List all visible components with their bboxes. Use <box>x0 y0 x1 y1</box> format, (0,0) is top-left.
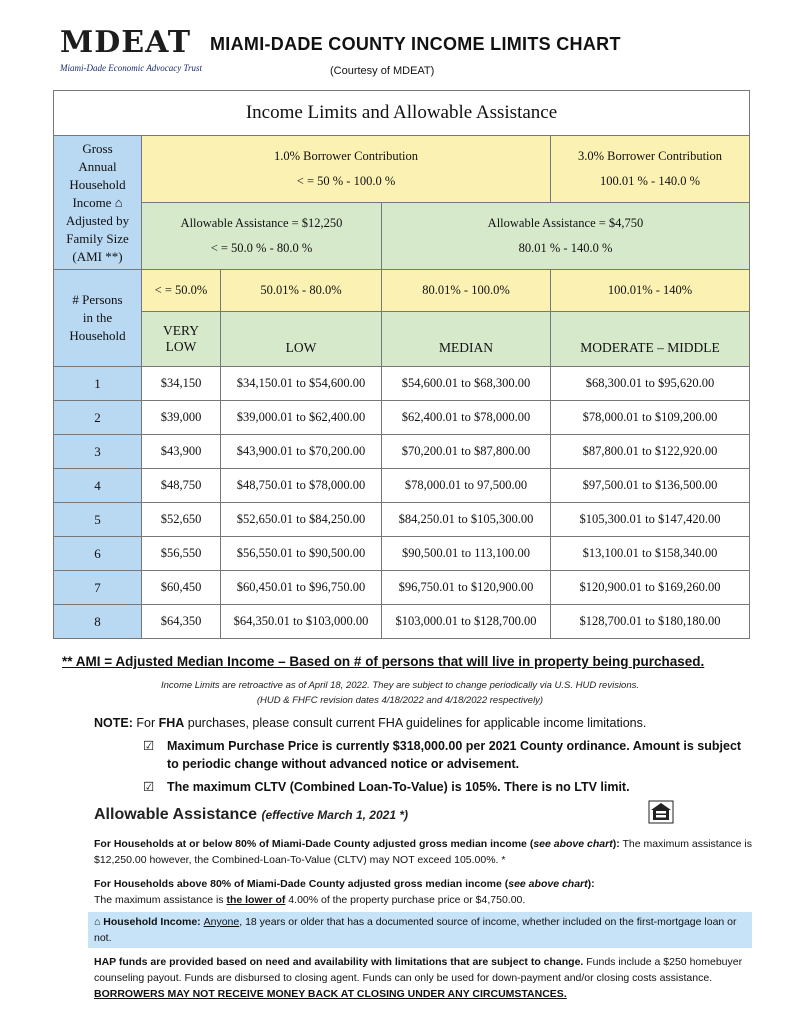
persons-count: 8 <box>54 605 142 639</box>
table-cell: $60,450 <box>142 571 221 605</box>
courtesy-note: (Courtesy of MDEAT) <box>330 65 435 77</box>
table-row <box>54 605 750 639</box>
table-cell: $34,150 <box>142 367 221 401</box>
checkbox-icon: ☑ <box>143 780 155 794</box>
table-cell: $90,500.01 to 113,100.00 <box>382 537 551 571</box>
table-row <box>54 367 750 401</box>
table-cell: $43,900 <box>142 435 221 469</box>
table-cell: $54,600.01 to $68,300.00 <box>382 367 551 401</box>
logo-wordmark: MDEAT <box>60 25 192 60</box>
table-cell: $84,250.01 to $105,300.00 <box>382 503 551 537</box>
band-category: MODERATE – MIDDLE <box>551 312 750 367</box>
persons-count: 4 <box>54 469 142 503</box>
table-cell: $97,500.01 to $136,500.00 <box>551 469 750 503</box>
hap-funds-note: HAP funds are provided based on need and availability with limitations that are subject to change. Funds include a $250 homebuyer counseling payout. Funds are disbursed to closing agent. Funds can only be used for down-payment and/or closing costs assistance. BORROWERS MAY NOT RECEIVE MONEY BACK AT CLOSING UNDER ANY CIRCUMSTANCES. <box>94 956 743 1000</box>
table-cell: $68,300.01 to $95,620.00 <box>551 367 750 401</box>
table-cell: $34,150.01 to $54,600.00 <box>221 367 382 401</box>
table-row <box>54 469 750 503</box>
table-cell: $52,650.01 to $84,250.00 <box>221 503 382 537</box>
persons-count: 1 <box>54 367 142 401</box>
table-row <box>54 571 750 605</box>
table-cell: $48,750.01 to $78,000.00 <box>221 469 382 503</box>
assistance-below-80: For Households at or below 80% of Miami-Dade County adjusted gross median income (see above chart): The maximum assistance is $12,250.00 however, the Combined-Loan-To-Value (CLTV) may NOT exceed 105.00%. * <box>94 838 752 866</box>
table-cell: $120,900.01 to $169,260.00 <box>551 571 750 605</box>
allowable-assistance-heading: Allowable Assistance (effective March 1, 2021 *) <box>94 806 409 823</box>
band-category: MEDIAN <box>382 312 551 367</box>
table-cell: $128,700.01 to $180,180.00 <box>551 605 750 639</box>
band-range: 80.01% - 100.0% <box>382 270 551 312</box>
house-icon: ⌂ <box>94 916 101 928</box>
persons-count: 7 <box>54 571 142 605</box>
income-adjusted-header: Gross Annual Household Income ⌂ Adjusted by Family Size (AMI **) <box>54 136 142 270</box>
table-cell: $56,550.01 to $90,500.00 <box>221 537 382 571</box>
table-cell: $105,300.01 to $147,420.00 <box>551 503 750 537</box>
table-cell: $78,000.01 to 97,500.00 <box>382 469 551 503</box>
fha-note: NOTE: For FHA purchases, please consult current FHA guidelines for applicable income limitations. <box>94 716 647 730</box>
persons-count: 2 <box>54 401 142 435</box>
table-cell: $39,000 <box>142 401 221 435</box>
table-caption: Income Limits and Allowable Assistance <box>54 91 750 136</box>
equal-housing-icon <box>648 800 674 824</box>
table-cell: $96,750.01 to $120,900.00 <box>382 571 551 605</box>
checkbox-icon: ☑ <box>143 739 155 753</box>
table-cell: $87,800.01 to $122,920.00 <box>551 435 750 469</box>
table-cell: $56,550 <box>142 537 221 571</box>
band-range: < = 50.0% <box>142 270 221 312</box>
table-cell: $43,900.01 to $70,200.00 <box>221 435 382 469</box>
persons-count: 5 <box>54 503 142 537</box>
table-cell: $52,650 <box>142 503 221 537</box>
contribution-1pct: 1.0% Borrower Contribution < = 50 % - 100.0 % <box>142 136 551 203</box>
band-range: 100.01% - 140% <box>551 270 750 312</box>
logo-subtitle: Miami-Dade Economic Advocacy Trust <box>60 63 203 73</box>
table-row <box>54 401 750 435</box>
table-cell: $48,750 <box>142 469 221 503</box>
ami-footnote: ** AMI = Adjusted Median Income – Based on # of persons that will live in property being purchased. <box>62 654 705 669</box>
assistance-4750: Allowable Assistance = $4,750 80.01 % - 140.0 % <box>382 203 750 270</box>
contribution-3pct: 3.0% Borrower Contribution 100.01 % - 140.0 % <box>551 136 750 203</box>
retroactive-note: Income Limits are retroactive as of April 18, 2022. They are subject to change periodically via U.S. HUD revisions. (HUD & FHFC revision dates 4/18/2022 and 4/18/2022 respectively) <box>160 680 640 706</box>
table-row <box>54 537 750 571</box>
band-category: LOW <box>221 312 382 367</box>
table-cell: $39,000.01 to $62,400.00 <box>221 401 382 435</box>
mdeat-logo <box>60 25 203 73</box>
household-income-definition: ⌂ Household Income: Anyone, 18 years or older that has a documented source of income, whether included on the first-mortgage loan or not. <box>94 916 737 944</box>
table-row <box>54 503 750 537</box>
table-cell: $13,100.01 to $158,340.00 <box>551 537 750 571</box>
table-cell: $62,400.01 to $78,000.00 <box>382 401 551 435</box>
band-range: 50.01% - 80.0% <box>221 270 382 312</box>
table-row <box>54 435 750 469</box>
persons-header: # Persons in the Household <box>54 270 142 367</box>
page-title: MIAMI-DADE COUNTY INCOME LIMITS CHART <box>210 34 621 54</box>
persons-count: 6 <box>54 537 142 571</box>
table-cell: $78,000.01 to $109,200.00 <box>551 401 750 435</box>
cltv-item: ☑ The maximum CLTV (Combined Loan-To-Value) is 105%. There is no LTV limit. <box>143 780 630 794</box>
table-cell: $64,350 <box>142 605 221 639</box>
assistance-above-80: For Households above 80% of Miami-Dade County adjusted gross median income (see above chart): The maximum assistance is the lower of 4.00% of the property purchase price or $4,750.00. <box>94 878 595 906</box>
band-category: VERY LOW <box>142 312 221 367</box>
table-cell: $103,000.01 to $128,700.00 <box>382 605 551 639</box>
table-cell: $60,450.01 to $96,750.00 <box>221 571 382 605</box>
persons-count: 3 <box>54 435 142 469</box>
assistance-12250: Allowable Assistance = $12,250 < = 50.0 % - 80.0 % <box>142 203 382 270</box>
purchase-price-item: ☑ Maximum Purchase Price is currently $318,000.00 per 2021 County ordinance. Amount is subject to periodic change without advanced notice or advisement. <box>143 739 742 771</box>
table-cell: $70,200.01 to $87,800.00 <box>382 435 551 469</box>
table-cell: $64,350.01 to $103,000.00 <box>221 605 382 639</box>
income-limits-table <box>53 90 749 639</box>
